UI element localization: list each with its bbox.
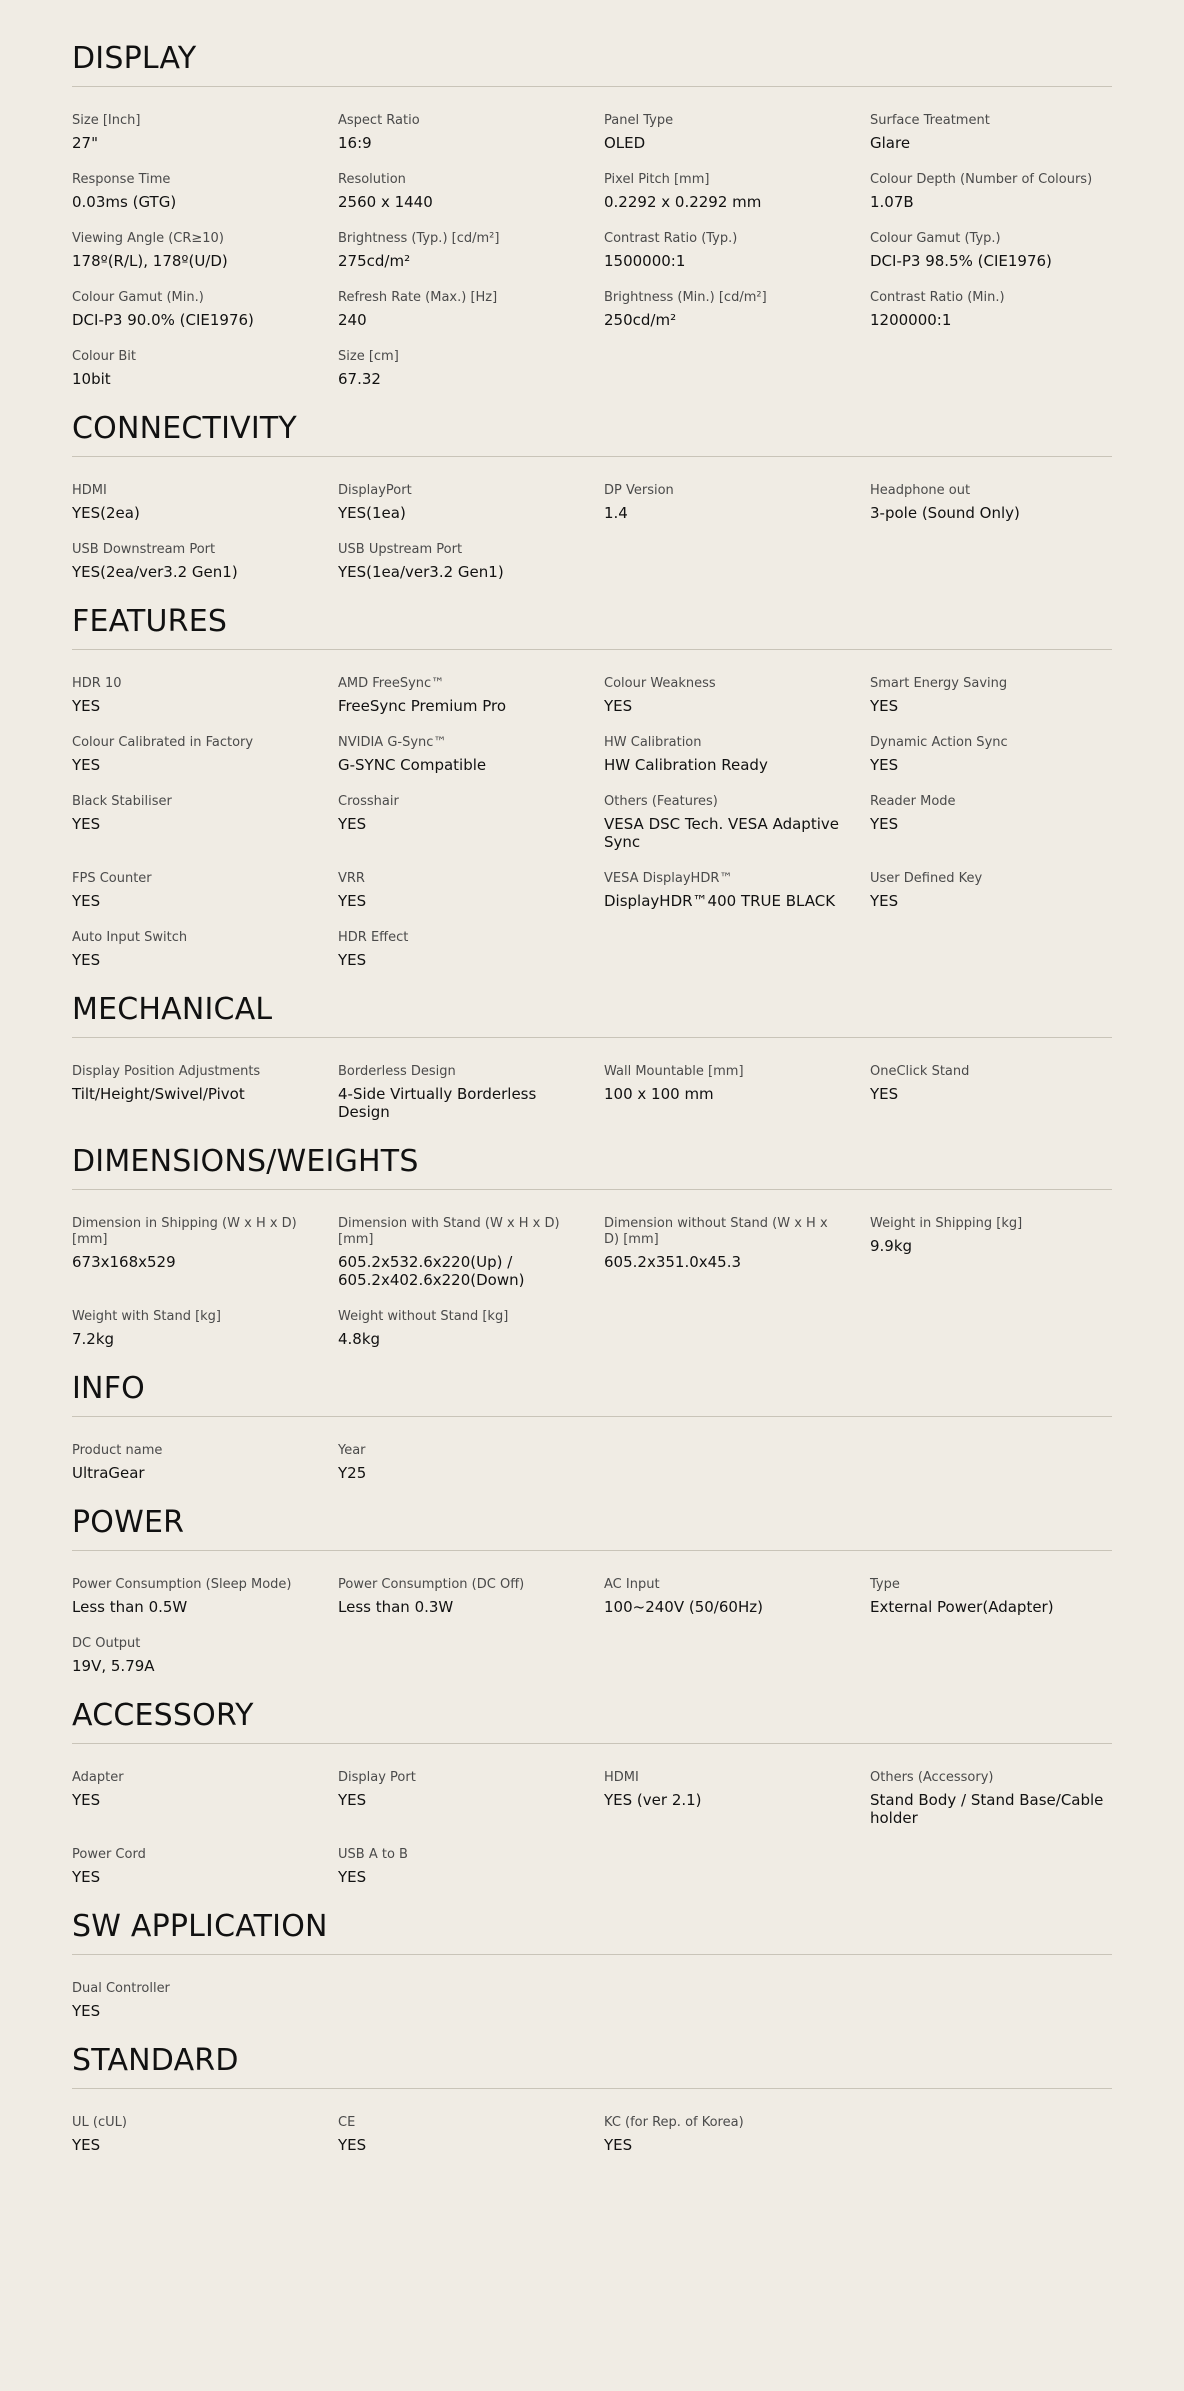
spec-item	[604, 1577, 846, 1616]
spec-label: HDR 10	[72, 676, 122, 691]
spec-value: YES	[338, 1868, 367, 1886]
spec-value: G-SYNC Compatible	[338, 756, 487, 774]
spec-section-mechanical	[72, 989, 1112, 1121]
spec-label: Brightness (Min.) [cd/m²]	[604, 290, 767, 305]
spec-section-info	[72, 1368, 1112, 1482]
spec-label: KC (for Rep. of Korea)	[604, 2115, 744, 2130]
spec-item	[870, 794, 1112, 851]
spec-item	[870, 1064, 1112, 1121]
section-divider	[72, 456, 1112, 457]
spec-label: Reader Mode	[870, 794, 956, 809]
spec-label: Others (Accessory)	[870, 1770, 994, 1785]
spec-item	[72, 2115, 314, 2154]
spec-item	[870, 483, 1112, 522]
spec-value: 605.2x532.6x220(Up) / 605.2x402.6x220(Down)	[338, 1253, 525, 1289]
spec-label: DisplayPort	[338, 483, 412, 498]
spec-label: HDMI	[604, 1770, 639, 1785]
spec-grid	[72, 1064, 1112, 1121]
spec-value: YES	[870, 697, 899, 715]
spec-value: UltraGear	[72, 1464, 145, 1482]
section-divider	[72, 2088, 1112, 2089]
section-title: SW APPLICATION	[72, 1909, 328, 1944]
spec-label: Weight without Stand [kg]	[338, 1309, 509, 1324]
spec-label: Viewing Angle (CR≥10)	[72, 231, 224, 246]
spec-label: Pixel Pitch [mm]	[604, 172, 710, 187]
spec-label: DP Version	[604, 483, 674, 498]
spec-item	[870, 1770, 1112, 1827]
spec-value: YES	[338, 951, 367, 969]
spec-label: USB A to B	[338, 1847, 408, 1862]
spec-value: 673x168x529	[72, 1253, 176, 1271]
section-divider	[72, 1743, 1112, 1744]
section-title: ACCESSORY	[72, 1698, 254, 1733]
spec-section-dimensions-weights	[72, 1141, 1112, 1348]
spec-value: YES	[72, 2136, 101, 2154]
spec-value: YES	[338, 815, 367, 833]
spec-item	[604, 172, 846, 211]
spec-value: YES	[338, 1791, 367, 1809]
spec-label: Surface Treatment	[870, 113, 990, 128]
spec-value: YES(2ea)	[72, 504, 140, 522]
spec-label: Panel Type	[604, 113, 674, 128]
spec-value: DCI-P3 90.0% (CIE1976)	[72, 311, 254, 329]
spec-value: HW Calibration Ready	[604, 756, 768, 774]
spec-item	[72, 1216, 314, 1289]
spec-item	[72, 1577, 314, 1616]
spec-label: Colour Depth (Number of Colours)	[870, 172, 1093, 187]
spec-item	[604, 676, 846, 715]
spec-label: Product name	[72, 1443, 163, 1458]
spec-section-display	[72, 38, 1112, 388]
spec-value: YES	[72, 756, 101, 774]
spec-value: 2560 x 1440	[338, 193, 433, 211]
spec-label: Crosshair	[338, 794, 399, 809]
spec-item	[338, 1443, 580, 1482]
spec-label: Colour Gamut (Typ.)	[870, 231, 1001, 246]
spec-item	[338, 1577, 580, 1616]
spec-value: 1500000:1	[604, 252, 686, 270]
section-title: STANDARD	[72, 2043, 239, 2078]
spec-value: YES	[72, 1868, 101, 1886]
spec-item	[338, 542, 580, 581]
spec-label: Type	[870, 1577, 900, 1592]
spec-value: 19V, 5.79A	[72, 1657, 155, 1675]
spec-item	[870, 172, 1112, 211]
spec-item	[338, 349, 580, 388]
spec-label: USB Upstream Port	[338, 542, 463, 557]
spec-label: Dimension without Stand (W x H x D) [mm]	[604, 1216, 828, 1247]
spec-value: 0.2292 x 0.2292 mm	[604, 193, 762, 211]
spec-grid	[72, 2115, 1112, 2154]
spec-item	[338, 735, 580, 774]
spec-label: Adapter	[72, 1770, 124, 1785]
spec-item	[72, 1309, 314, 1348]
spec-label: HW Calibration	[604, 735, 702, 750]
spec-value: YES	[72, 815, 101, 833]
spec-label: Colour Weakness	[604, 676, 716, 691]
spec-value: 605.2x351.0x45.3	[604, 1253, 742, 1271]
spec-value: 7.2kg	[72, 1330, 115, 1348]
spec-label: Power Cord	[72, 1847, 146, 1862]
spec-item	[604, 483, 846, 522]
spec-label: Colour Bit	[72, 349, 136, 364]
spec-value: YES	[72, 697, 101, 715]
spec-label: Contrast Ratio (Min.)	[870, 290, 1005, 305]
spec-value: DCI-P3 98.5% (CIE1976)	[870, 252, 1052, 270]
spec-value: Glare	[870, 134, 911, 152]
spec-item	[338, 1309, 580, 1348]
spec-label: Response Time	[72, 172, 171, 187]
spec-value: OLED	[604, 134, 646, 152]
spec-item	[338, 794, 580, 851]
spec-item	[870, 871, 1112, 910]
spec-label: Power Consumption (DC Off)	[338, 1577, 525, 1592]
section-title: DIMENSIONS/WEIGHTS	[72, 1144, 419, 1179]
spec-item	[338, 1064, 580, 1121]
section-divider	[72, 649, 1112, 650]
spec-value: 1200000:1	[870, 311, 952, 329]
spec-value: YES (ver 2.1)	[604, 1791, 702, 1809]
spec-label: Aspect Ratio	[338, 113, 420, 128]
spec-grid	[72, 676, 1112, 969]
spec-value: YES	[72, 2002, 101, 2020]
spec-label: Size [Inch]	[72, 113, 141, 128]
spec-grid	[72, 1770, 1112, 1886]
spec-value: Less than 0.5W	[72, 1598, 188, 1616]
spec-value: YES	[870, 756, 899, 774]
spec-item	[604, 735, 846, 774]
spec-label: Resolution	[338, 172, 406, 187]
spec-value: 0.03ms (GTG)	[72, 193, 177, 211]
spec-value: YES	[338, 2136, 367, 2154]
spec-section-features	[72, 601, 1112, 969]
spec-label: HDMI	[72, 483, 107, 498]
spec-section-power	[72, 1502, 1112, 1675]
section-title: POWER	[72, 1505, 185, 1540]
spec-item	[72, 1636, 314, 1675]
spec-item	[870, 290, 1112, 329]
spec-value: 100~240V (50/60Hz)	[604, 1598, 763, 1616]
section-title: CONNECTIVITY	[72, 411, 297, 446]
spec-item	[604, 231, 846, 270]
spec-label: DC Output	[72, 1636, 141, 1651]
spec-item	[72, 794, 314, 851]
spec-value: FreeSync Premium Pro	[338, 697, 507, 715]
spec-section-accessory	[72, 1695, 1112, 1886]
section-divider	[72, 1189, 1112, 1190]
spec-label: Size [cm]	[338, 349, 399, 364]
spec-value: YES(2ea/ver3.2 Gen1)	[72, 563, 238, 581]
spec-label: Contrast Ratio (Typ.)	[604, 231, 738, 246]
spec-value: YES	[604, 2136, 633, 2154]
spec-label: Borderless Design	[338, 1064, 456, 1079]
section-divider	[72, 86, 1112, 87]
spec-value: 3-pole (Sound Only)	[870, 504, 1020, 522]
spec-item	[338, 2115, 580, 2154]
spec-label: Power Consumption (Sleep Mode)	[72, 1577, 292, 1592]
spec-item	[870, 231, 1112, 270]
spec-item	[72, 113, 314, 152]
spec-grid	[72, 1981, 1112, 2020]
spec-value: 100 x 100 mm	[604, 1085, 714, 1103]
spec-value: YES	[870, 892, 899, 910]
spec-grid	[72, 1577, 1112, 1675]
spec-item	[72, 1770, 314, 1827]
spec-value: YES(1ea/ver3.2 Gen1)	[338, 563, 504, 581]
spec-item	[72, 231, 314, 270]
spec-label: USB Downstream Port	[72, 542, 216, 557]
spec-label: Display Position Adjustments	[72, 1064, 261, 1079]
spec-grid	[72, 483, 1112, 581]
spec-item	[72, 735, 314, 774]
spec-item	[72, 1847, 314, 1886]
spec-value: YES(1ea)	[338, 504, 406, 522]
spec-label: Headphone out	[870, 483, 971, 498]
spec-item	[72, 290, 314, 329]
spec-value: External Power(Adapter)	[870, 1598, 1054, 1616]
spec-item	[72, 1443, 314, 1482]
section-title: DISPLAY	[72, 41, 197, 76]
spec-item	[604, 290, 846, 329]
spec-label: CE	[338, 2115, 356, 2130]
spec-item	[338, 930, 580, 969]
spec-label: Weight in Shipping [kg]	[870, 1216, 1023, 1231]
section-title: MECHANICAL	[72, 992, 273, 1027]
spec-label: HDR Effect	[338, 930, 409, 945]
spec-item	[338, 113, 580, 152]
spec-item	[338, 231, 580, 270]
spec-item	[338, 172, 580, 211]
spec-label: User Defined Key	[870, 871, 983, 886]
spec-item	[72, 1064, 314, 1121]
spec-label: Display Port	[338, 1770, 416, 1785]
spec-value: YES	[72, 892, 101, 910]
spec-value: 27"	[72, 134, 98, 152]
spec-item	[72, 871, 314, 910]
spec-item	[604, 2115, 846, 2154]
section-divider	[72, 1416, 1112, 1417]
spec-item	[604, 794, 846, 851]
spec-label: Year	[338, 1443, 366, 1458]
spec-label: Wall Mountable [mm]	[604, 1064, 744, 1079]
spec-label: Smart Energy Saving	[870, 676, 1008, 691]
spec-label: Dimension with Stand (W x H x D) [mm]	[338, 1216, 560, 1247]
spec-grid	[72, 113, 1112, 388]
spec-grid	[72, 1443, 1112, 1482]
spec-label: AC Input	[604, 1577, 660, 1592]
spec-label: OneClick Stand	[870, 1064, 970, 1079]
spec-item	[870, 676, 1112, 715]
spec-item	[338, 1216, 580, 1289]
spec-value: 9.9kg	[870, 1237, 913, 1255]
spec-value: Less than 0.3W	[338, 1598, 454, 1616]
spec-value: 1.07B	[870, 193, 914, 211]
spec-item	[604, 1770, 846, 1827]
spec-item	[338, 676, 580, 715]
spec-grid	[72, 1216, 1112, 1348]
spec-value: YES	[72, 1791, 101, 1809]
spec-label: UL (cUL)	[72, 2115, 127, 2130]
section-divider	[72, 1954, 1112, 1955]
spec-value: Stand Body / Stand Base/Cable holder	[870, 1791, 1104, 1827]
spec-value: 250cd/m²	[604, 311, 677, 329]
spec-value: 4.8kg	[338, 1330, 381, 1348]
spec-value: YES	[870, 815, 899, 833]
spec-label: Auto Input Switch	[72, 930, 188, 945]
spec-label: VRR	[338, 871, 365, 886]
spec-label: Dual Controller	[72, 1981, 170, 1996]
spec-item	[870, 735, 1112, 774]
spec-item	[72, 1981, 314, 2020]
section-divider	[72, 1037, 1112, 1038]
spec-value: YES	[604, 697, 633, 715]
spec-value: 1.4	[604, 504, 628, 522]
spec-item	[604, 1216, 846, 1289]
spec-label: Colour Calibrated in Factory	[72, 735, 254, 750]
spec-item	[72, 172, 314, 211]
spec-item	[338, 871, 580, 910]
spec-value: 240	[338, 311, 367, 329]
spec-item	[870, 1577, 1112, 1616]
spec-value: Tilt/Height/Swivel/Pivot	[72, 1085, 245, 1103]
spec-value: 275cd/m²	[338, 252, 411, 270]
spec-label: Brightness (Typ.) [cd/m²]	[338, 231, 500, 246]
spec-value: VESA DSC Tech. VESA Adaptive Sync	[604, 815, 839, 851]
spec-item	[870, 113, 1112, 152]
spec-value: DisplayHDR™400 TRUE BLACK	[604, 892, 836, 910]
spec-label: Colour Gamut (Min.)	[72, 290, 204, 305]
spec-value: YES	[338, 892, 367, 910]
spec-value: 178º(R/L), 178º(U/D)	[72, 252, 228, 270]
spec-value: 16:9	[338, 134, 372, 152]
spec-item	[870, 1216, 1112, 1289]
spec-item	[72, 542, 314, 581]
spec-item	[72, 676, 314, 715]
spec-value: 10bit	[72, 370, 111, 388]
spec-item	[604, 871, 846, 910]
spec-item	[72, 483, 314, 522]
section-title: FEATURES	[72, 604, 228, 639]
spec-label: Others (Features)	[604, 794, 718, 809]
spec-label: Dimension in Shipping (W x H x D) [mm]	[72, 1216, 297, 1247]
spec-value: 67.32	[338, 370, 381, 388]
section-divider	[72, 1550, 1112, 1551]
spec-item	[72, 349, 314, 388]
spec-section-sw-application	[72, 1906, 1112, 2020]
spec-label: Dynamic Action Sync	[870, 735, 1008, 750]
spec-value: YES	[870, 1085, 899, 1103]
spec-value: Y25	[338, 1464, 367, 1482]
spec-value: 4-Side Virtually Borderless Design	[338, 1085, 537, 1121]
spec-section-standard	[72, 2040, 1112, 2154]
spec-label: VESA DisplayHDR™	[604, 871, 733, 886]
spec-value: YES	[72, 951, 101, 969]
spec-label: Weight with Stand [kg]	[72, 1309, 221, 1324]
spec-section-connectivity	[72, 408, 1112, 581]
spec-label: Black Stabiliser	[72, 794, 172, 809]
spec-item	[604, 1064, 846, 1121]
spec-item	[338, 1770, 580, 1827]
spec-item	[338, 483, 580, 522]
section-title: INFO	[72, 1371, 145, 1406]
spec-label: FPS Counter	[72, 871, 152, 886]
spec-label: NVIDIA G-Sync™	[338, 735, 447, 750]
spec-item	[338, 290, 580, 329]
spec-item	[72, 930, 314, 969]
spec-item	[604, 113, 846, 152]
spec-label: Refresh Rate (Max.) [Hz]	[338, 290, 498, 305]
spec-item	[338, 1847, 580, 1886]
spec-label: AMD FreeSync™	[338, 676, 445, 691]
